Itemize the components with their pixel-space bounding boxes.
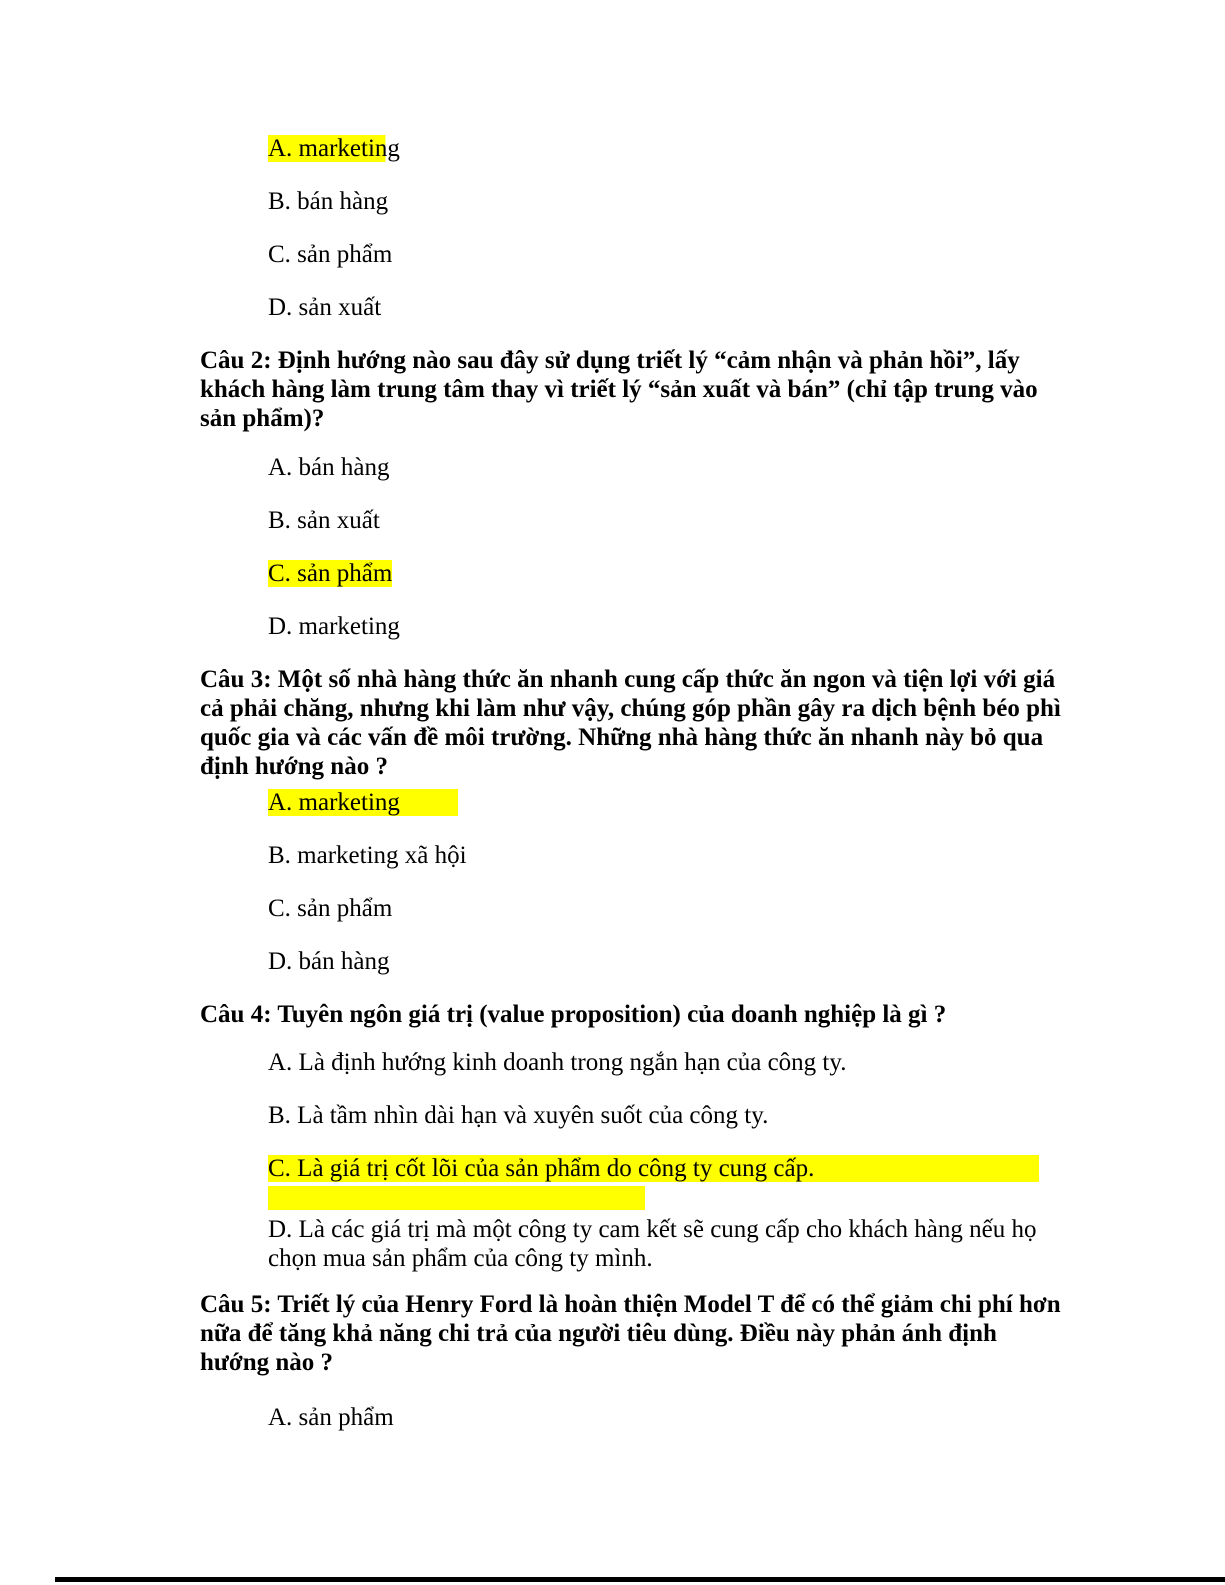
question-4-option-b	[268, 1101, 1225, 1131]
option-label-highlighted: A. marketing	[268, 135, 400, 162]
question-2-heading	[200, 346, 1225, 433]
option-label: B. marketing xã hội	[268, 842, 467, 869]
page-bottom-edge-bar	[55, 1577, 1225, 1582]
heading-line: khách hàng làm trung tâm thay vì triết lý “sản xuất và bán” (chỉ tập trung vào	[200, 376, 1038, 403]
option-label-line: D. Là các giá trị mà một công ty cam kết sẽ cung cấp cho khách hàng nếu họ	[268, 1216, 1037, 1243]
question-5-heading	[200, 1290, 1225, 1377]
heading-line: Câu 5: Triết lý của Henry Ford là hoàn thiện Model T để có thể giảm chi phí hơn	[200, 1291, 1061, 1318]
option-label: B. bán hàng	[268, 188, 389, 215]
question-3-option-b	[268, 841, 1225, 871]
question-1-option-b	[268, 187, 1225, 217]
question-2-option-b	[268, 506, 1225, 536]
question-1-option-d	[268, 293, 1225, 323]
question-3-option-d	[268, 947, 1225, 977]
option-label-highlighted: C. sản phẩm	[268, 560, 393, 587]
heading-line: định hướng nào ?	[200, 753, 388, 780]
question-3	[0, 665, 1225, 977]
question-4-heading	[200, 1000, 1225, 1029]
option-label: A. Là định hướng kinh doanh trong ngắn hạn của công ty.	[268, 1049, 847, 1076]
question-2-option-a	[268, 453, 1225, 483]
question-5	[0, 1290, 1225, 1433]
option-label: B. sản xuất	[268, 507, 380, 534]
heading-line: quốc gia và các vấn đề môi trường. Những nhà hàng thức ăn nhanh này bỏ qua	[200, 724, 1044, 751]
question-2-option-d	[268, 612, 1225, 642]
question-3-heading	[200, 665, 1225, 781]
option-label: D. sản xuất	[268, 294, 382, 321]
option-label: D. marketing	[268, 613, 400, 640]
heading-line: Câu 4: Tuyên ngôn giá trị (value proposition) của doanh nghiệp là gì ?	[200, 1001, 947, 1028]
question-4	[0, 1000, 1225, 1273]
option-label: D. bán hàng	[268, 948, 390, 975]
question-4-option-c	[268, 1154, 1225, 1184]
option-label-line: chọn mua sản phẩm của công ty mình.	[268, 1245, 653, 1272]
option-label: A. bán hàng	[268, 454, 390, 481]
question-3-option-a	[268, 788, 1225, 818]
question-4-option-d	[268, 1215, 1225, 1273]
option-label: C. sản phẩm	[268, 895, 393, 922]
option-label-highlighted: C. Là giá trị cốt lõi của sản phẩm do công ty cung cấp.	[268, 1155, 1039, 1182]
heading-line: Câu 3: Một số nhà hàng thức ăn nhanh cung cấp thức ăn ngon và tiện lợi với giá	[200, 666, 1056, 693]
heading-line: sản phẩm)?	[200, 405, 325, 432]
heading-line: nữa để tăng khả năng chi trả của người tiêu dùng. Điều này phản ánh định	[200, 1320, 997, 1347]
option-label-highlighted: A. marketing	[268, 789, 458, 816]
question-1-option-c	[268, 240, 1225, 270]
question-2	[0, 346, 1225, 642]
question-4-option-a	[268, 1048, 1225, 1078]
question-2-option-c	[268, 559, 1225, 589]
question-1-option-a	[268, 134, 1225, 164]
question-1	[0, 134, 1225, 323]
option-label: C. sản phẩm	[268, 241, 393, 268]
question-5-option-a	[268, 1403, 1225, 1433]
option-label: A. sản phẩm	[268, 1404, 394, 1431]
empty-highlight-bar	[268, 1186, 645, 1210]
heading-line: cả phải chăng, nhưng khi làm như vậy, chúng góp phần gây ra dịch bệnh béo phì	[200, 695, 1061, 722]
question-3-option-c	[268, 894, 1225, 924]
heading-line: hướng nào ?	[200, 1349, 334, 1376]
heading-line: Câu 2: Định hướng nào sau đây sử dụng triết lý “cảm nhận và phản hồi”, lấy	[200, 347, 1020, 374]
option-label: B. Là tầm nhìn dài hạn và xuyên suốt của công ty.	[268, 1102, 769, 1129]
